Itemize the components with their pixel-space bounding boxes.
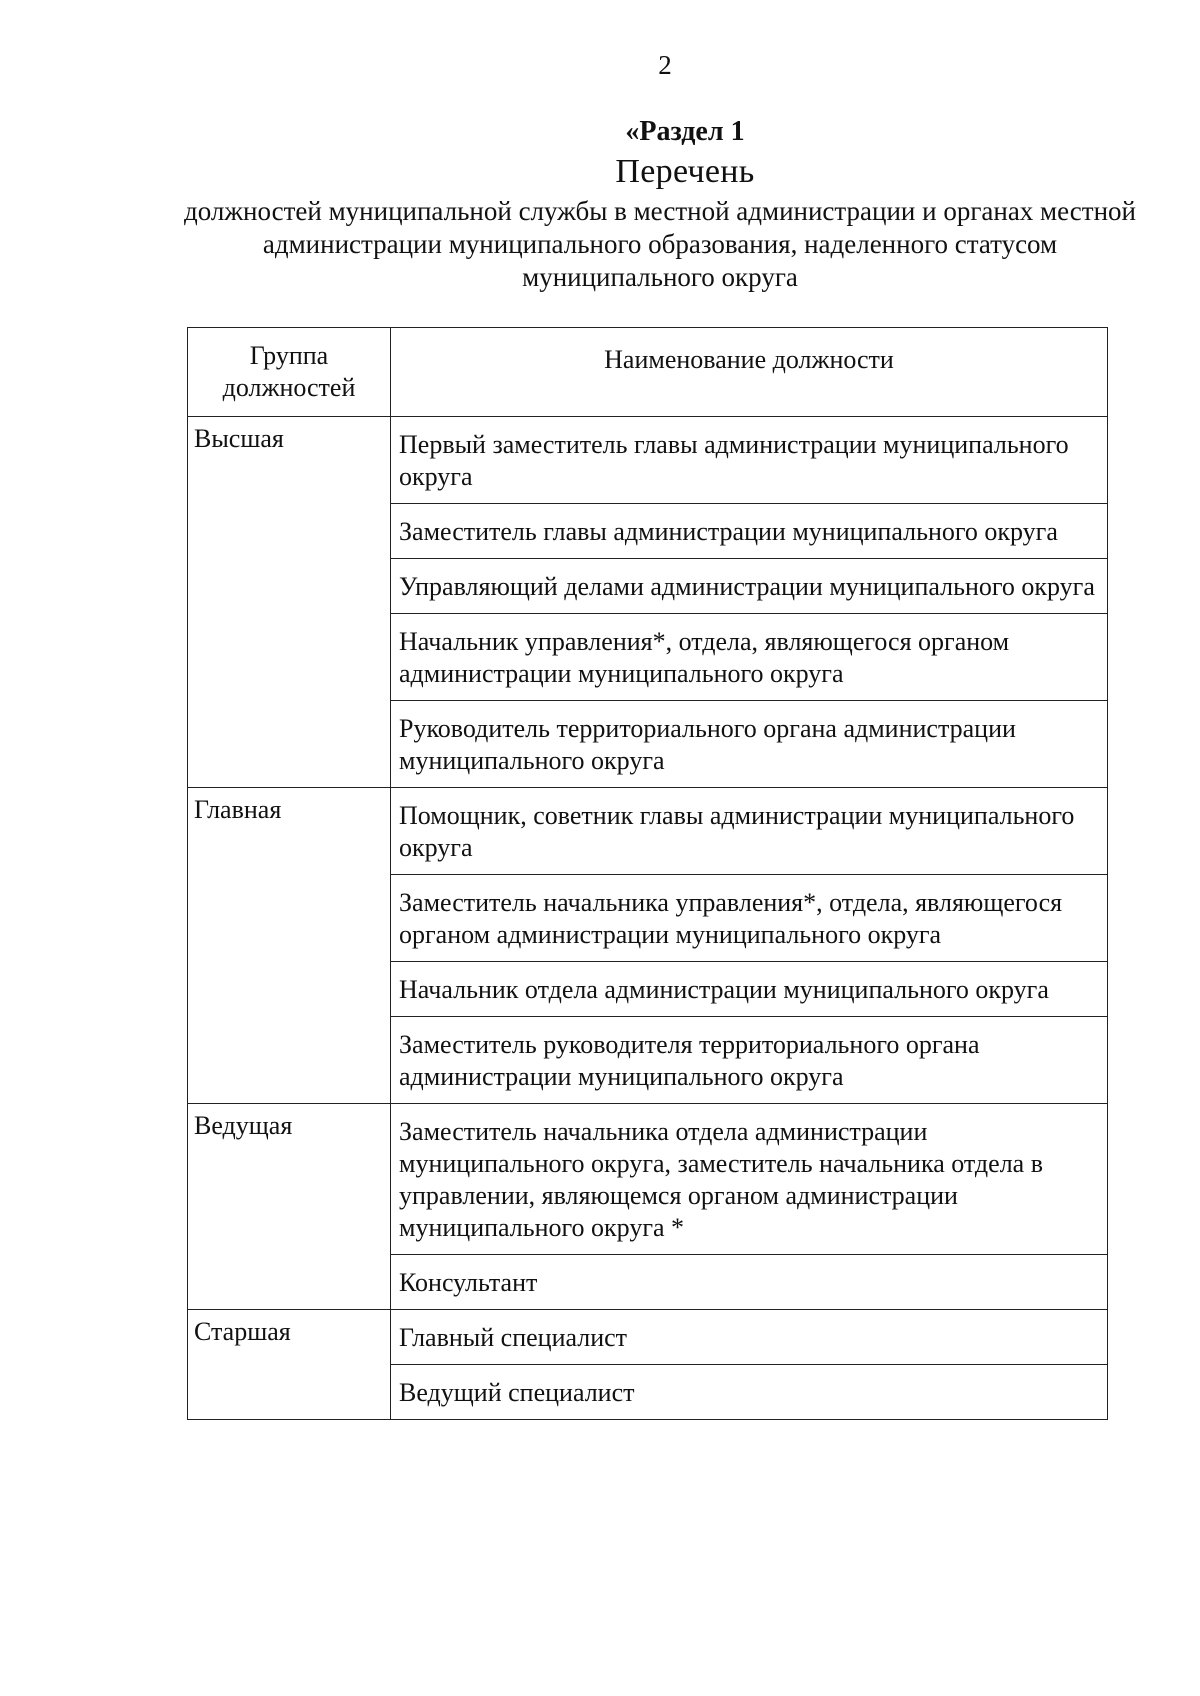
position-name: Заместитель главы администрации муниципального округа	[391, 504, 1108, 559]
position-name: Ведущий специалист	[391, 1365, 1108, 1420]
table-row	[188, 788, 1108, 875]
table-row	[188, 1104, 1108, 1255]
table-row	[188, 417, 1108, 504]
position-name: Заместитель начальника отдела администрации муниципального округа, заместитель начальника отдела в управлении, являющемся органом администрации муниципального округа *	[391, 1104, 1108, 1255]
position-name: Заместитель начальника управления*, отдела, являющегося органом администрации муниципального округа	[391, 875, 1108, 962]
position-name: Главный специалист	[391, 1310, 1108, 1365]
table-header-row	[188, 328, 1108, 417]
group-name: Высшая	[188, 417, 391, 788]
document-subtitle: должностей муниципальной службы в местной администрации и органах местной администрации муниципального образования, наделенного статусом муниципального округа	[183, 196, 1136, 292]
position-name: Первый заместитель главы администрации муниципального округа	[391, 417, 1108, 504]
position-name: Управляющий делами администрации муниципального округа	[391, 559, 1108, 614]
document-title: Перечень	[615, 153, 755, 190]
table-row	[188, 1310, 1108, 1365]
position-name: Начальник управления*, отдела, являющегося органом администрации муниципального округа	[391, 614, 1108, 701]
column-header-group: Группа должностей	[188, 328, 391, 417]
group-name: Ведущая	[188, 1104, 391, 1310]
position-name: Руководитель территориального органа администрации муниципального округа	[391, 701, 1108, 788]
group-name: Старшая	[188, 1310, 391, 1420]
position-name: Начальник отдела администрации муниципального округа	[391, 962, 1108, 1017]
page-number: 2	[658, 50, 672, 80]
section-title: «Раздел 1	[625, 116, 745, 147]
position-name: Заместитель руководителя территориального органа администрации муниципального округа	[391, 1017, 1108, 1104]
column-header-position: Наименование должности	[391, 328, 1108, 417]
group-name: Главная	[188, 788, 391, 1104]
positions-table	[187, 327, 1108, 1420]
document-header	[170, 115, 1150, 294]
position-name: Консультант	[391, 1255, 1108, 1310]
position-name: Помощник, советник главы администрации муниципального округа	[391, 788, 1108, 875]
